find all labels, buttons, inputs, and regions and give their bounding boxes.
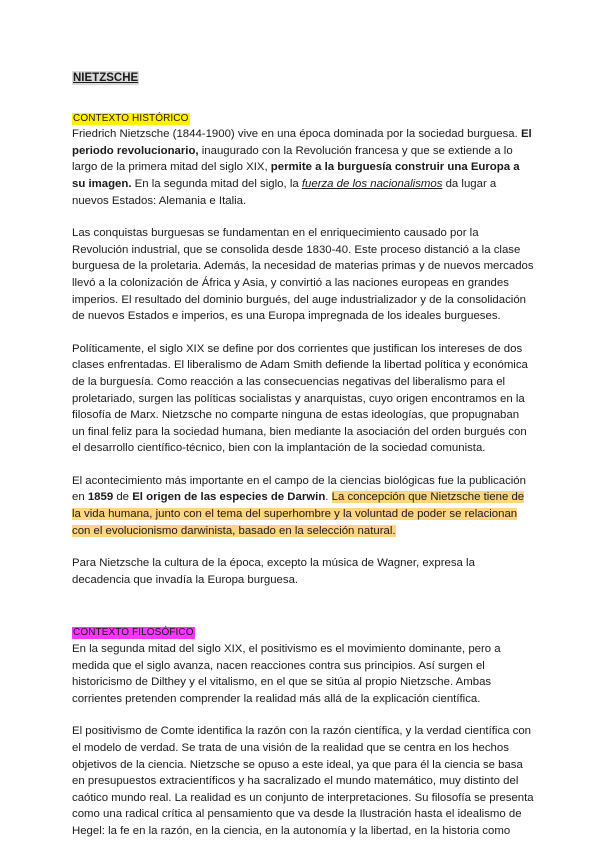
section-label-filosofico: CONTEXTO FILOSÓFICO — [73, 627, 194, 639]
document-title: NIETZSCHE — [73, 72, 139, 84]
text-run: El acontecimiento más importante en el campo de la ciencias biológicas fue la publicación en — [72, 474, 526, 504]
underlined-italic-run: fuerza de los nacionalismos — [301, 177, 443, 190]
section-historico — [72, 87, 534, 589]
bold-run: El periodo revolucionario, — [72, 128, 532, 157]
text-run: de — [113, 491, 133, 504]
document-page — [72, 70, 534, 856]
text-run: da lugar a nuevos Estados: Alemania e Italia. — [72, 177, 497, 207]
paragraph: En la segunda mitad del siglo XIX, el positivismo es el movimiento dominante, pero a medida que el siglo avanza, nacen reacciones contra sus principios. Así surgen el historicismo de Dilthey y el vitalismo, en el que se sitúa al propio Nietzsche. Ambas corrientes pretenden comprender la realidad más allá de la explicación científica. — [72, 643, 501, 705]
section-spacer — [72, 604, 534, 624]
paragraph: Para Nietzsche la cultura de la época, excepto la música de Wagner, expresa la decadencia que invadía la Europa burguesa. — [72, 557, 475, 586]
paragraph: Políticamente, el siglo XIX se define por dos corrientes que justifican los intereses de dos clases enfrentadas. El liberalismo de Adam Smith defiende la libertad política y económica de la burguesía. Como reacción a las consecuencias negativas del liberalismo para el proletariado, surgen las políticas socialistas y anarquistas, cuyo origen encontramos en la filosofía de Marx. Nietzsche no comparte ninguna de estas ideologías, que propugnaban un final feliz para la sociedad humana, bien mediante la asociación del orden burgués con el desarrollo científico-técnico, bien con la implantación de la sociedad comunista. — [72, 342, 528, 455]
text-run: En la segunda mitad del siglo, la — [131, 177, 302, 190]
bold-run: El origen de las especies de Darwin — [132, 491, 326, 504]
section-filosofico — [72, 624, 534, 839]
paragraph — [72, 126, 534, 209]
bold-run: 1859 — [87, 491, 114, 504]
bold-run: permite a la burguesía construir una Europa a su imagen. — [72, 161, 520, 190]
paragraph — [72, 473, 534, 539]
section-label-historico: CONTEXTO HISTÓRICO — [73, 112, 189, 124]
paragraph: El positivismo de Comte identifica la razón con la razón científica, y la verdad científica con el modelo de verdad. Se trata de una visión de la realidad que se centra en los hechos objetivos de la ciencia. Nietzsche se opuso a este ideal, ya que para él la ciencia se basa en presupuestos extracientíficos y ha sacralizado el mundo matemático, muy distinto del caótico mundo real. La realidad es un conjunto de interpretaciones. Su filosofía se presenta como una radical crítica al pensamiento que va desde la Ilustración hasta el idealismo de Hegel: la fe en la razón, en la ciencia, en la autonomía y la libertad, en la historia como — [72, 725, 534, 837]
highlighted-run: La concepción que Nietzsche tiene de la vida humana, junto con el tema del superhombre y la voluntad de poder se relacionan con el evolucionismo darwinista, basado en la selección natural. — [72, 491, 525, 537]
text-run: inaugurado con la Revolución francesa y que se extiende a lo largo de la primera mitad del siglo XIX, — [72, 144, 513, 174]
text-run: Friedrich Nietzsche (1844-1900) vive en una época dominada por la sociedad burguesa. — [72, 128, 521, 141]
paragraph: Las conquistas burguesas se fundamentan en el enriquecimiento causado por la Revolución industrial, que se consolida desde 1830-40. Este proceso distanció a la clase burguesa de la proletaria. Además, la necesidad de materias primas y de nuevos mercados llevó a la colonización de África y Asia, y convirtió a las naciones europeas en grandes imperios. El resultado del dominio burgués, del auge industrializador y de la consolidación de nuevos Estados e imperios, es una Europa impregnada de los ideales burgueses. — [72, 227, 534, 323]
text-run: . — [325, 491, 332, 504]
